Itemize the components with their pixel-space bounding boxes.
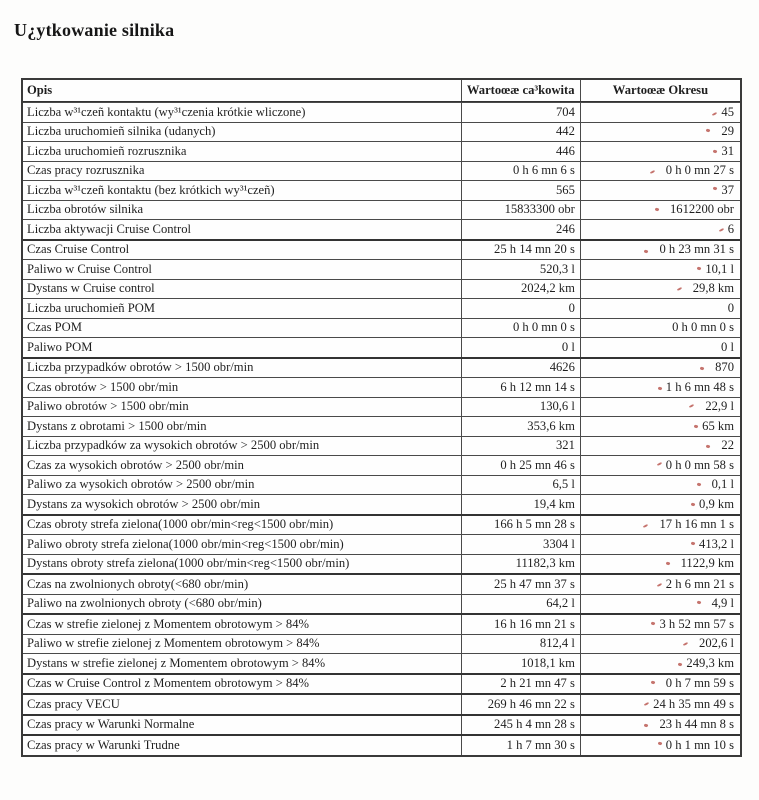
row-period-value: 4,9 l <box>711 596 734 611</box>
row-total-cell: 3304 l <box>462 535 581 554</box>
row-total-cell: 25 h 14 mn 20 s <box>462 241 581 260</box>
table-row <box>23 494 740 514</box>
table-row <box>23 180 740 200</box>
row-desc-cell: Czas w strefie zielonej z Momentem obrotowym > 84% <box>23 615 462 634</box>
row-period-value: 24 h 35 mn 49 s <box>653 696 734 711</box>
red-check-mark <box>713 149 718 153</box>
table-row <box>23 279 740 299</box>
table-row <box>23 161 740 181</box>
red-check-mark <box>691 503 696 507</box>
table-row <box>23 653 740 673</box>
red-check-mark <box>689 404 694 408</box>
table-row <box>23 634 740 654</box>
row-desc-cell: Czas za wysokich obrotów > 2500 obr/min <box>23 456 462 475</box>
row-period-cell <box>581 716 740 735</box>
row-period-value: 249,3 km <box>686 655 734 670</box>
row-period-cell <box>581 260 740 279</box>
red-check-mark <box>697 266 702 270</box>
row-period-value: 10,1 l <box>705 261 734 276</box>
table-row <box>23 534 740 554</box>
row-desc-cell: Liczba aktywacji Cruise Control <box>23 220 462 239</box>
row-period-value: 0,1 l <box>711 477 734 492</box>
row-total-cell: 353,6 km <box>462 417 581 436</box>
row-desc-cell: Paliwo POM <box>23 338 462 357</box>
row-period-value: 17 h 16 mn 1 s <box>659 517 734 532</box>
row-desc-cell: Dystans w Cruise control <box>23 280 462 299</box>
row-period-cell <box>581 338 740 357</box>
table-row <box>23 102 740 122</box>
table-row <box>23 455 740 475</box>
row-desc-cell: Dystans za wysokich obrotów > 2500 obr/min <box>23 495 462 514</box>
red-check-mark <box>706 445 711 449</box>
row-total-cell: 19,4 km <box>462 495 581 514</box>
row-period-cell <box>581 595 740 614</box>
red-check-mark <box>700 366 705 370</box>
row-total-cell: 246 <box>462 220 581 239</box>
row-period-cell <box>581 378 740 397</box>
table-row <box>23 613 740 634</box>
header-opis: Opis <box>23 80 462 101</box>
row-total-cell: 1 h 7 mn 30 s <box>462 736 581 755</box>
red-check-mark <box>657 462 662 466</box>
row-desc-cell: Czas pracy rozrusznika <box>23 162 462 181</box>
red-check-mark <box>696 482 701 486</box>
row-period-value: 29 <box>721 124 734 139</box>
row-period-value: 3 h 52 mn 57 s <box>659 616 734 631</box>
table-row <box>23 122 740 142</box>
row-total-cell: 11182,3 km <box>462 555 581 574</box>
row-period-cell <box>581 675 740 694</box>
row-period-value: 2 h 6 mn 21 s <box>665 576 734 591</box>
row-period-value: 0 h 0 mn 58 s <box>665 457 734 472</box>
row-period-value: 6 <box>727 221 734 236</box>
row-total-cell: 0 h 25 mn 46 s <box>462 456 581 475</box>
row-total-cell: 0 h 6 mn 6 s <box>462 162 581 181</box>
row-total-cell: 6 h 12 mn 14 s <box>462 378 581 397</box>
row-desc-cell: Liczba w³¹czeñ kontaktu (wy³¹czenia krótkie wliczone) <box>23 103 462 122</box>
row-total-cell: 64,2 l <box>462 595 581 614</box>
row-period-cell <box>581 654 740 673</box>
row-period-cell <box>581 220 740 239</box>
row-period-cell <box>581 201 740 220</box>
red-check-mark <box>677 287 682 291</box>
table-row <box>23 554 740 574</box>
row-period-cell <box>581 123 740 142</box>
row-period-cell <box>581 162 740 181</box>
row-desc-cell: Liczba obrotów silnika <box>23 201 462 220</box>
engine-usage-table <box>21 78 742 757</box>
row-desc-cell: Dystans obroty strefa zielona(1000 obr/min<reg<1500 obr/min) <box>23 555 462 574</box>
row-desc-cell: Czas pracy VECU <box>23 695 462 714</box>
row-total-cell: 269 h 46 mn 22 s <box>462 695 581 714</box>
row-period-value: 1122,9 km <box>680 556 734 571</box>
row-total-cell: 2024,2 km <box>462 280 581 299</box>
red-check-mark <box>651 622 656 626</box>
row-period-cell <box>581 437 740 456</box>
row-total-cell: 812,4 l <box>462 635 581 654</box>
red-check-mark <box>712 112 717 116</box>
row-period-value: 22,9 l <box>705 399 734 414</box>
row-total-cell: 2 h 21 mn 47 s <box>462 675 581 694</box>
row-total-cell: 245 h 4 mn 28 s <box>462 716 581 735</box>
red-check-mark <box>644 702 649 706</box>
table-row <box>23 357 740 378</box>
row-period-value: 1 h 6 mn 48 s <box>665 379 734 394</box>
table-row <box>23 377 740 397</box>
table-row <box>23 693 740 714</box>
row-period-cell <box>581 516 740 535</box>
row-desc-cell: Paliwo obroty strefa zielona(1000 obr/min<reg<1500 obr/min) <box>23 535 462 554</box>
row-period-value: 31 <box>721 143 734 158</box>
row-total-cell: 442 <box>462 123 581 142</box>
row-total-cell: 0 h 0 mn 0 s <box>462 319 581 338</box>
row-desc-cell: Liczba w³¹czeñ kontaktu (bez krótkich wy³¹czeñ) <box>23 181 462 200</box>
row-desc-cell: Liczba przypadków za wysokich obrotów > 2500 obr/min <box>23 437 462 456</box>
red-check-mark <box>696 600 701 604</box>
table-row <box>23 318 740 338</box>
row-period-cell <box>581 736 740 755</box>
red-check-mark <box>644 249 649 253</box>
row-total-cell: 15833300 obr <box>462 201 581 220</box>
page-title: U¿ytkowanie silnika <box>14 20 175 40</box>
row-period-cell <box>581 535 740 554</box>
row-period-cell <box>581 695 740 714</box>
table-row <box>23 475 740 495</box>
row-period-cell <box>581 103 740 122</box>
row-period-value: 0 h 7 mn 59 s <box>665 676 734 691</box>
row-period-cell <box>581 615 740 634</box>
red-check-mark <box>657 742 662 746</box>
row-period-value: 0 h 1 mn 10 s <box>665 737 734 752</box>
row-period-value: 413,2 l <box>699 536 734 551</box>
row-total-cell: 0 <box>462 299 581 318</box>
row-total-cell: 565 <box>462 181 581 200</box>
red-check-mark <box>665 562 670 566</box>
row-total-cell: 166 h 5 mn 28 s <box>462 516 581 535</box>
row-total-cell: 130,6 l <box>462 398 581 417</box>
table-row <box>23 141 740 161</box>
row-period-value: 0 h 0 mn 0 s <box>672 320 734 335</box>
row-period-cell <box>581 398 740 417</box>
row-total-cell: 321 <box>462 437 581 456</box>
row-desc-cell: Czas obroty strefa zielona(1000 obr/min<reg<1500 obr/min) <box>23 516 462 535</box>
row-period-value: 0 h 23 mn 31 s <box>659 242 734 257</box>
table-row <box>23 734 740 755</box>
table-row <box>23 219 740 239</box>
row-desc-cell: Czas na zwolnionych obroty(<680 obr/min) <box>23 575 462 594</box>
red-check-mark <box>694 424 699 428</box>
red-check-mark <box>650 170 655 174</box>
row-period-value: 202,6 l <box>699 636 734 651</box>
table-row <box>23 200 740 220</box>
table-row <box>23 239 740 260</box>
row-period-cell <box>581 280 740 299</box>
row-total-cell: 520,3 l <box>462 260 581 279</box>
red-check-mark <box>706 129 711 133</box>
row-period-cell <box>581 495 740 514</box>
row-total-cell: 4626 <box>462 359 581 378</box>
row-desc-cell: Paliwo obrotów > 1500 obr/min <box>23 398 462 417</box>
row-desc-cell: Liczba przypadków obrotów > 1500 obr/min <box>23 359 462 378</box>
table-row <box>23 514 740 535</box>
table-row <box>23 573 740 594</box>
row-total-cell: 6,5 l <box>462 476 581 495</box>
row-desc-cell: Liczba uruchomieñ POM <box>23 299 462 318</box>
red-check-mark <box>644 724 649 728</box>
row-period-cell <box>581 555 740 574</box>
row-total-cell: 704 <box>462 103 581 122</box>
row-desc-cell: Czas pracy w Warunki Trudne <box>23 736 462 755</box>
row-period-cell <box>581 241 740 260</box>
row-desc-cell: Dystans z obrotami > 1500 obr/min <box>23 417 462 436</box>
row-desc-cell: Liczba uruchomieñ rozrusznika <box>23 142 462 161</box>
table-row <box>23 714 740 735</box>
row-total-cell: 1018,1 km <box>462 654 581 673</box>
row-total-cell: 446 <box>462 142 581 161</box>
row-desc-cell: Czas obrotów > 1500 obr/min <box>23 378 462 397</box>
table-row <box>23 436 740 456</box>
red-check-mark <box>719 228 724 232</box>
header-total-value: Wartoœæ ca³kowita <box>462 80 581 101</box>
table-row <box>23 337 740 357</box>
row-desc-cell: Czas Cruise Control <box>23 241 462 260</box>
red-check-mark <box>713 187 718 191</box>
row-period-cell <box>581 456 740 475</box>
row-period-value: 23 h 44 mn 8 s <box>659 717 734 732</box>
red-check-mark <box>657 583 662 587</box>
row-period-cell <box>581 417 740 436</box>
row-desc-cell: Paliwo w strefie zielonej z Momentem obrotowym > 84% <box>23 635 462 654</box>
row-period-cell <box>581 575 740 594</box>
red-check-mark <box>657 387 662 391</box>
table-row <box>23 397 740 417</box>
table-row <box>23 416 740 436</box>
table-row <box>23 594 740 614</box>
row-period-value: 870 <box>715 360 734 375</box>
row-period-cell <box>581 299 740 318</box>
row-total-cell: 16 h 16 mn 21 s <box>462 615 581 634</box>
table-row <box>23 259 740 279</box>
row-period-value: 0,9 km <box>699 496 734 511</box>
row-desc-cell: Paliwo w Cruise Control <box>23 260 462 279</box>
row-desc-cell: Paliwo za wysokich obrotów > 2500 obr/min <box>23 476 462 495</box>
row-period-value: 0 <box>727 300 734 315</box>
row-desc-cell: Dystans w strefie zielonej z Momentem obrotowym > 84% <box>23 654 462 673</box>
red-check-mark <box>691 541 696 545</box>
row-period-cell <box>581 319 740 338</box>
row-period-value: 1612200 obr <box>669 202 734 217</box>
row-period-cell <box>581 142 740 161</box>
row-period-value: 0 h 0 mn 27 s <box>665 163 734 178</box>
row-desc-cell: Czas POM <box>23 319 462 338</box>
row-period-cell <box>581 359 740 378</box>
row-desc-cell: Czas w Cruise Control z Momentem obrotowym > 84% <box>23 675 462 694</box>
red-check-mark <box>683 642 688 646</box>
row-desc-cell: Paliwo na zwolnionych obroty (<680 obr/min) <box>23 595 462 614</box>
red-check-mark <box>678 663 683 667</box>
row-period-value: 0 l <box>721 339 734 354</box>
row-desc-cell: Czas pracy w Warunki Normalne <box>23 716 462 735</box>
table-row <box>23 673 740 694</box>
header-period-value: Wartoœæ Okresu <box>612 83 709 98</box>
row-period-value: 29,8 km <box>692 281 734 296</box>
row-period-value: 22 <box>721 438 734 453</box>
table-body <box>23 102 740 755</box>
row-period-value: 37 <box>721 182 734 197</box>
red-check-mark <box>643 524 648 528</box>
row-period-cell <box>581 476 740 495</box>
row-desc-cell: Liczba uruchomieñ silnika (udanych) <box>23 123 462 142</box>
table-header-row <box>23 80 740 102</box>
row-period-value: 65 km <box>702 418 734 433</box>
row-total-cell: 25 h 47 mn 37 s <box>462 575 581 594</box>
row-period-value: 45 <box>721 104 734 119</box>
row-period-cell <box>581 181 740 200</box>
row-period-cell <box>581 635 740 654</box>
red-check-mark <box>655 207 660 211</box>
row-total-cell: 0 l <box>462 338 581 357</box>
table-row <box>23 298 740 318</box>
red-check-mark <box>650 681 655 685</box>
